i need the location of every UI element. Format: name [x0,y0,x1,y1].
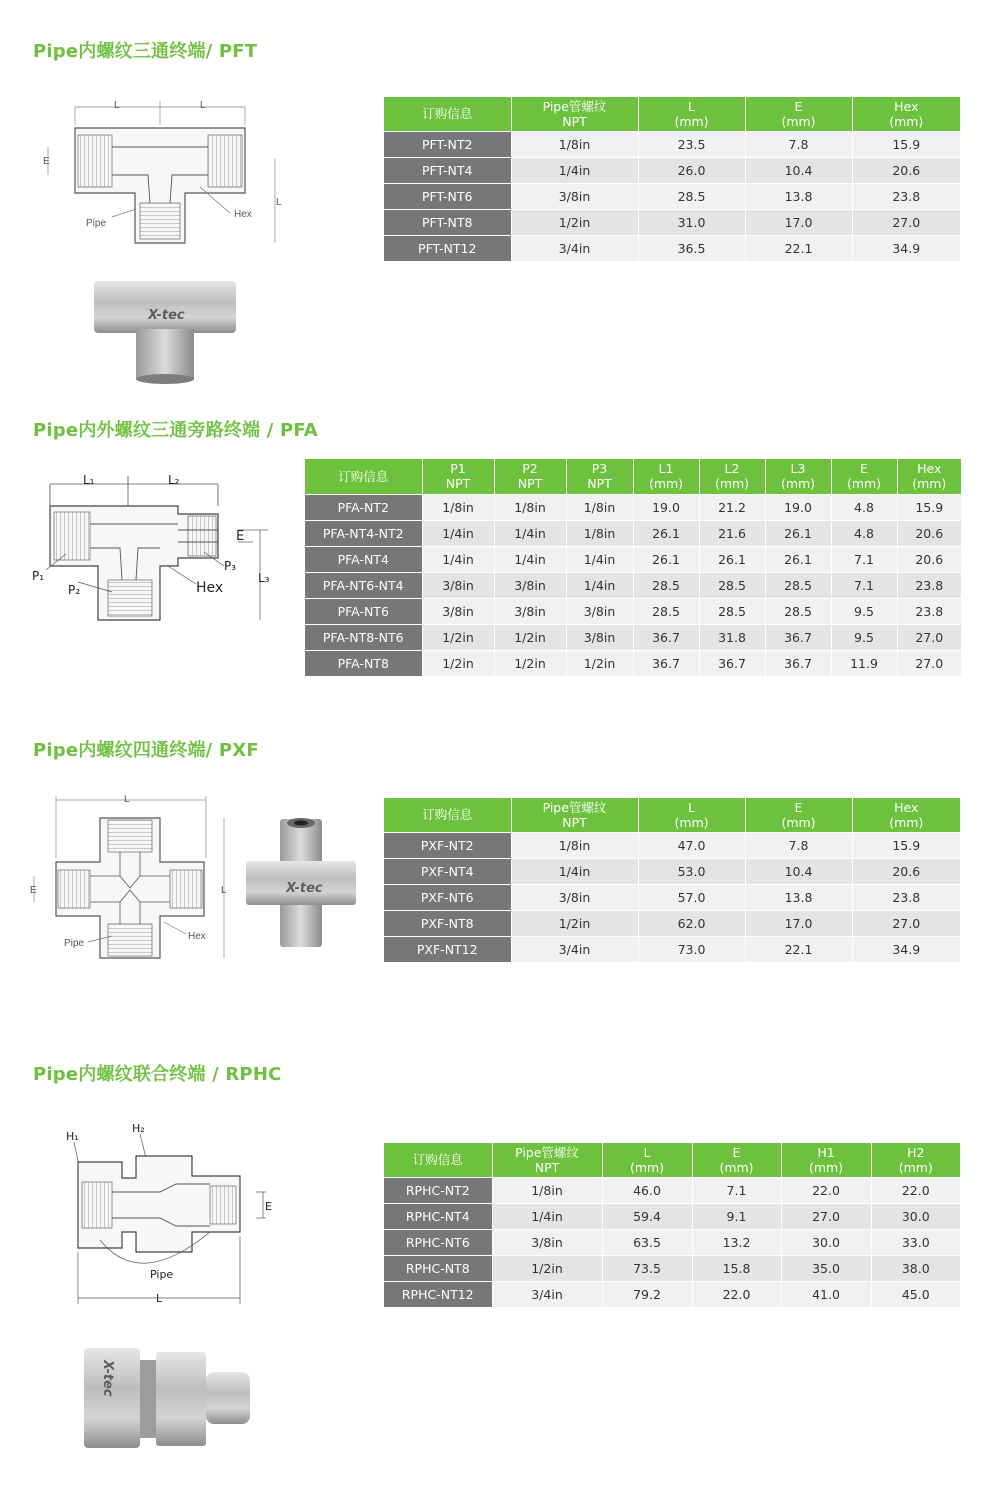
pxf-label-pipe: Pipe [64,938,85,949]
table-cell: 3/8in [494,572,566,598]
order-code-cell: RPHC-NT4 [384,1203,492,1229]
table-row [384,858,960,884]
table-cell: 17.0 [745,209,852,235]
table-cell: 3/8in [511,884,638,910]
table-cell: 1/2in [511,209,638,235]
order-code-cell: PXF-NT2 [384,832,511,858]
order-code-cell: PXF-NT4 [384,858,511,884]
order-code-cell: PXF-NT8 [384,910,511,936]
table-cell: 9.5 [831,598,897,624]
table-cell: 10.4 [745,858,852,884]
table-cell: 22.0 [692,1281,781,1307]
table-cell: 7.8 [745,131,852,157]
table-row [384,1229,960,1255]
table-cell: 3/8in [492,1229,602,1255]
rphc-product-photo [78,1340,278,1460]
col-header: E (mm) [692,1143,781,1177]
order-code-cell: PFT-NT12 [384,235,511,261]
table-cell: 27.0 [781,1203,871,1229]
table-cell: 23.8 [852,183,960,209]
order-code-cell: PFA-NT4 [305,546,422,572]
table-row [305,624,961,650]
table-cell: 20.6 [852,157,960,183]
table-cell: 1/2in [511,910,638,936]
pft-photo-brand-mark: X-tec [148,308,185,323]
table-cell: 20.6 [897,546,961,572]
rphc-dim-h1: H₁ [66,1130,79,1143]
table-row [384,1281,960,1307]
table-cell: 1/8in [511,832,638,858]
pfa-dim-l1: L₁ [83,473,95,487]
table-cell: 22.0 [871,1177,960,1203]
section-title-pft: Pipe内螺纹三通终端/ PFT [33,41,258,62]
table-cell: 7.8 [745,832,852,858]
col-header: P1 NPT [422,459,494,494]
col-header: 订购信息 [384,798,511,832]
pft-technical-drawing [40,95,290,255]
table-cell: 28.5 [765,572,831,598]
pft-dim-l2: L [200,100,206,111]
pxf-product-photo [242,813,360,953]
table-cell: 53.0 [638,858,745,884]
table-cell: 1/8in [494,494,566,520]
table-row [305,520,961,546]
table-cell: 36.7 [765,624,831,650]
table-cell: 1/4in [511,157,638,183]
col-header: E (mm) [745,97,852,131]
table-cell: 27.0 [852,209,960,235]
section-title-pfa: Pipe内外螺纹三通旁路终端 / PFA [33,420,318,441]
table-cell: 15.9 [852,131,960,157]
table-cell: 9.1 [692,1203,781,1229]
table-row [305,546,961,572]
pxf-technical-drawing [28,792,238,962]
order-code-cell: PFT-NT6 [384,183,511,209]
col-header: Hex (mm) [852,97,960,131]
pxf-photo-brand-mark: X-tec [286,881,323,896]
table-cell: 3/8in [511,183,638,209]
table-cell: 13.8 [745,884,852,910]
table-row [305,494,961,520]
pxf-dim-l-top: L [124,794,130,805]
table-header-row [384,798,960,832]
table-cell: 30.0 [781,1229,871,1255]
section-title-pxf: Pipe内螺纹四通终端/ PXF [33,740,259,761]
table-cell: 21.2 [699,494,765,520]
table-cell: 26.1 [633,546,699,572]
table-cell: 1/8in [566,520,633,546]
table-row [384,884,960,910]
rphc-dim-e: E [265,1200,272,1213]
pfa-label-p1: P₁ [32,569,45,583]
table-cell: 1/4in [422,520,494,546]
col-header: Hex (mm) [852,798,960,832]
table-cell: 26.0 [638,157,745,183]
table-cell: 1/2in [494,624,566,650]
rphc-dim-h2: H₂ [132,1122,145,1135]
table-cell: 17.0 [745,910,852,936]
table-row [384,1203,960,1229]
table-cell: 36.7 [633,650,699,676]
table-header-row [305,459,961,494]
table-cell: 3/4in [511,235,638,261]
table-row [384,209,960,235]
table-cell: 27.0 [852,910,960,936]
pfa-spec-table [305,459,961,676]
order-code-cell: PFA-NT6-NT4 [305,572,422,598]
col-header: L (mm) [638,798,745,832]
table-cell: 36.7 [699,650,765,676]
pft-label-pipe: Pipe [86,218,107,229]
table-cell: 1/8in [492,1177,602,1203]
table-cell: 1/4in [492,1203,602,1229]
table-cell: 31.8 [699,624,765,650]
table-cell: 3/8in [494,598,566,624]
pxf-dim-l-side: L [221,885,227,896]
table-cell: 31.0 [638,209,745,235]
pxf-label-hex: Hex [188,931,206,942]
col-header: L1 (mm) [633,459,699,494]
table-cell: 22.1 [745,235,852,261]
col-header: H2 (mm) [871,1143,960,1177]
table-cell: 30.0 [871,1203,960,1229]
col-header: P2 NPT [494,459,566,494]
rphc-label-pipe: Pipe [150,1268,174,1281]
col-header: L (mm) [638,97,745,131]
table-row [305,598,961,624]
col-header: L3 (mm) [765,459,831,494]
col-header: Hex (mm) [897,459,961,494]
col-header: Pipe管螺纹 NPT [492,1143,602,1177]
table-cell: 36.5 [638,235,745,261]
table-cell: 7.1 [692,1177,781,1203]
rphc-technical-drawing [60,1120,290,1310]
pft-label-hex: Hex [234,209,252,220]
table-cell: 1/2in [566,650,633,676]
table-cell: 23.8 [897,572,961,598]
table-row [384,936,960,962]
table-cell: 22.0 [781,1177,871,1203]
order-code-cell: RPHC-NT6 [384,1229,492,1255]
col-header: L2 (mm) [699,459,765,494]
table-cell: 23.8 [897,598,961,624]
table-row [384,910,960,936]
rphc-photo-brand-mark: X-tec [100,1360,115,1397]
table-cell: 46.0 [602,1177,692,1203]
table-cell: 59.4 [602,1203,692,1229]
table-cell: 35.0 [781,1255,871,1281]
table-cell: 1/2in [422,624,494,650]
table-cell: 1/8in [511,131,638,157]
col-header: Pipe管螺纹 NPT [511,97,638,131]
pfa-label-p3: P₃ [224,559,237,573]
table-cell: 3/8in [422,598,494,624]
table-cell: 73.0 [638,936,745,962]
table-cell: 13.2 [692,1229,781,1255]
table-row [384,235,960,261]
table-row [305,572,961,598]
table-cell: 15.8 [692,1255,781,1281]
order-code-cell: PFA-NT4-NT2 [305,520,422,546]
table-cell: 11.9 [831,650,897,676]
pft-spec-table [384,97,960,261]
table-cell: 41.0 [781,1281,871,1307]
col-header: L (mm) [602,1143,692,1177]
table-cell: 22.1 [745,936,852,962]
pxf-dim-e: E [30,885,37,896]
table-cell: 62.0 [638,910,745,936]
table-cell: 1/4in [494,520,566,546]
table-cell: 1/8in [422,494,494,520]
table-cell: 1/4in [566,546,633,572]
table-cell: 1/4in [566,572,633,598]
table-cell: 15.9 [897,494,961,520]
order-code-cell: PFT-NT2 [384,131,511,157]
order-code-cell: PXF-NT6 [384,884,511,910]
table-cell: 20.6 [897,520,961,546]
pft-dim-l1: L [114,100,120,111]
pfa-label-hex: Hex [196,580,224,596]
order-code-cell: PFA-NT8-NT6 [305,624,422,650]
table-cell: 3/8in [566,598,633,624]
pfa-label-p2: P₂ [68,583,81,597]
table-cell: 57.0 [638,884,745,910]
col-header: H1 (mm) [781,1143,871,1177]
table-cell: 4.8 [831,520,897,546]
table-cell: 10.4 [745,157,852,183]
pft-product-photo [90,275,240,385]
col-header: Pipe管螺纹 NPT [511,798,638,832]
table-cell: 7.1 [831,572,897,598]
pxf-spec-table [384,798,960,962]
table-cell: 23.5 [638,131,745,157]
table-cell: 7.1 [831,546,897,572]
table-cell: 33.0 [871,1229,960,1255]
col-header: E (mm) [745,798,852,832]
table-cell: 26.1 [633,520,699,546]
table-cell: 26.1 [765,546,831,572]
pfa-dim-l3: L₃ [258,571,270,585]
col-header: 订购信息 [384,1143,492,1177]
table-cell: 26.1 [765,520,831,546]
table-cell: 45.0 [871,1281,960,1307]
table-row [305,650,961,676]
order-code-cell: PFA-NT8 [305,650,422,676]
table-cell: 1/2in [492,1255,602,1281]
pfa-dim-e: E [236,529,245,544]
table-cell: 19.0 [633,494,699,520]
table-cell: 47.0 [638,832,745,858]
section-title-rphc: Pipe内螺纹联合终端 / RPHC [33,1064,282,1085]
order-code-cell: PFT-NT8 [384,209,511,235]
table-cell: 1/8in [566,494,633,520]
table-cell: 28.5 [633,572,699,598]
table-cell: 28.5 [699,572,765,598]
table-cell: 1/4in [494,546,566,572]
table-row [384,1177,960,1203]
pft-dim-e: E [43,156,50,167]
table-cell: 3/8in [566,624,633,650]
table-cell: 34.9 [852,936,960,962]
table-cell: 1/2in [494,650,566,676]
table-cell: 38.0 [871,1255,960,1281]
table-row [384,1255,960,1281]
table-cell: 1/2in [422,650,494,676]
table-cell: 36.7 [633,624,699,650]
table-cell: 27.0 [897,650,961,676]
order-code-cell: PFA-NT2 [305,494,422,520]
order-code-cell: PFA-NT6 [305,598,422,624]
table-cell: 4.8 [831,494,897,520]
table-cell: 28.5 [638,183,745,209]
pfa-technical-drawing [28,470,278,630]
order-code-cell: RPHC-NT8 [384,1255,492,1281]
table-cell: 3/4in [511,936,638,962]
table-cell: 28.5 [633,598,699,624]
table-row [384,832,960,858]
table-row [384,183,960,209]
table-cell: 3/8in [422,572,494,598]
table-cell: 27.0 [897,624,961,650]
table-row [384,157,960,183]
table-cell: 9.5 [831,624,897,650]
table-cell: 1/4in [422,546,494,572]
order-code-cell: PXF-NT12 [384,936,511,962]
order-code-cell: PFT-NT4 [384,157,511,183]
table-header-row [384,1143,960,1177]
table-cell: 79.2 [602,1281,692,1307]
col-header: E (mm) [831,459,897,494]
table-cell: 26.1 [699,546,765,572]
col-header: P3 NPT [566,459,633,494]
rphc-dim-l: L [156,1292,163,1305]
table-cell: 19.0 [765,494,831,520]
table-cell: 15.9 [852,832,960,858]
table-cell: 28.5 [699,598,765,624]
table-cell: 20.6 [852,858,960,884]
table-cell: 13.8 [745,183,852,209]
pft-dim-l-side: L [276,197,282,208]
table-cell: 3/4in [492,1281,602,1307]
table-cell: 36.7 [765,650,831,676]
pfa-dim-l2: L₂ [168,473,180,487]
table-cell: 23.8 [852,884,960,910]
table-row [384,131,960,157]
col-header: 订购信息 [305,459,422,494]
order-code-cell: RPHC-NT2 [384,1177,492,1203]
table-cell: 63.5 [602,1229,692,1255]
table-cell: 28.5 [765,598,831,624]
col-header: 订购信息 [384,97,511,131]
table-cell: 34.9 [852,235,960,261]
table-header-row [384,97,960,131]
table-cell: 73.5 [602,1255,692,1281]
table-cell: 1/4in [511,858,638,884]
order-code-cell: RPHC-NT12 [384,1281,492,1307]
table-cell: 21.6 [699,520,765,546]
rphc-spec-table [384,1143,960,1307]
